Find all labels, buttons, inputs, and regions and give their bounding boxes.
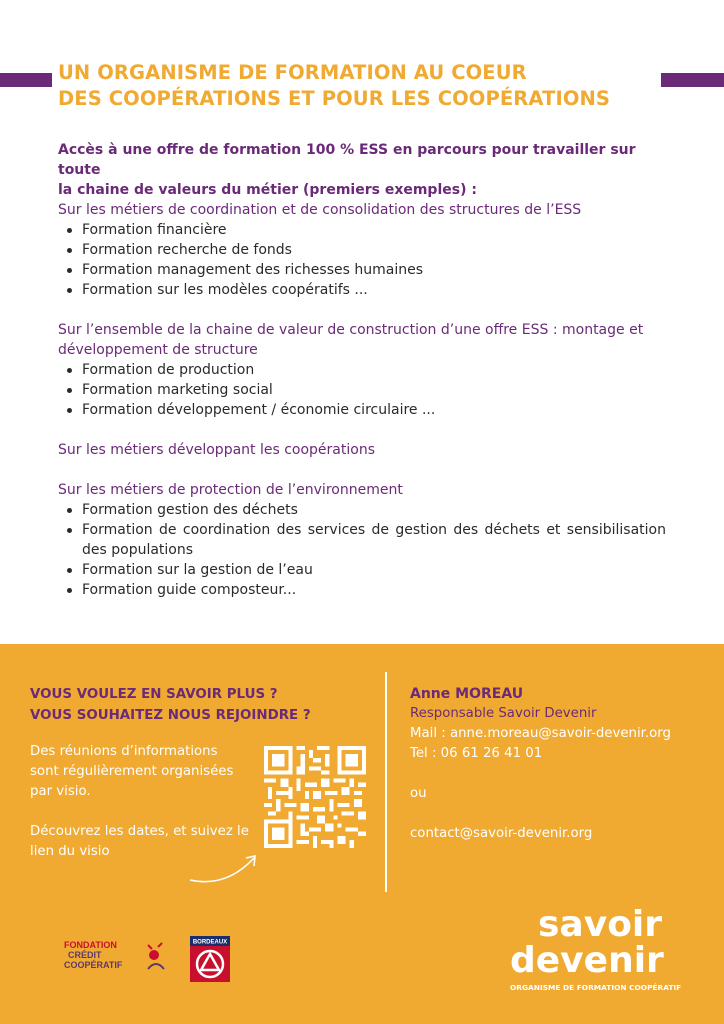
curved-arrow-icon [186,844,264,888]
brand-devenir: devenir [510,940,664,981]
contact-name: Anne MOREAU [410,686,524,702]
footer-panel [0,644,724,1024]
savoir-devenir-logo [508,900,686,1000]
footer-title-line2: VOUS SOUHAITEZ NOUS REJOINDRE ? [30,708,311,723]
credit-text: CRÉDIT [68,950,102,960]
section-heading-cooperations: Sur les métiers développant les coopérations [58,442,375,458]
page-title [58,60,678,112]
section-heading-coordination: Sur les métiers de coordination et de consolidation des structures de l’ESS [58,202,582,218]
fondation-text: FONDATION [64,940,117,950]
intro-line2: la chaine de valeurs du métier (premiers exemples) : [58,182,477,198]
page-title-line2: DES COOPÉRATIONS ET POUR LES COOPÉRATIONS [58,87,611,110]
section-list-coordination [58,220,666,300]
brand-tagline: ORGANISME DE FORMATION COOPÉRATIF [510,983,682,992]
contact-role: Responsable Savoir Devenir [410,706,597,721]
contact-tel[interactable]: Tel : 06 61 26 41 01 [410,746,543,761]
page-title-line1: UN ORGANISME DE FORMATION AU COEUR [58,61,527,84]
list-item: Formation gestion des déchets [82,500,666,520]
list-item: Formation de coordination des services de gestion des déchets et sensibilisation des populations [82,522,666,558]
list-item: Formation marketing social [82,380,666,400]
footer-visio-text: Découvrez les dates, et suivez le lien du visio [30,824,249,859]
fondation-credit-cooperatif-logo [64,939,168,979]
formation-content [58,200,666,600]
contact-or: ou [410,786,427,801]
list-item: Formation sur les modèles coopératifs ... [82,280,666,300]
list-item: Formation financière [82,220,666,240]
cooperatif-text: COOPÉRATIF [64,960,123,970]
brand-savoir: savoir [538,904,663,945]
footer-info-text: Des réunions d’informations sont régulièrement organisées par visio. [30,744,234,799]
footer-title [30,684,360,726]
qr-code-icon[interactable] [264,746,366,848]
section-list-environment [58,500,666,600]
footer-divider [385,672,387,892]
list-item: Formation de production [82,360,666,380]
list-item: Formation développement / économie circulaire ... [82,400,666,420]
contact-block [410,684,720,844]
intro-line1: Accès à une offre de formation 100 % ESS en parcours pour travailler sur toute [58,142,636,178]
list-item: Formation management des richesses humaines [82,260,666,280]
section-list-value-chain [58,360,666,420]
section-heading-value-chain: Sur l’ensemble de la chaine de valeur de construction d’une offre ESS : montage et développement de structure [58,322,644,358]
list-item: Formation guide composteur... [82,580,666,600]
section-heading-environment: Sur les métiers de protection de l’environnement [58,482,403,498]
list-item: Formation recherche de fonds [82,240,666,260]
contact-generic-mail[interactable]: contact@savoir-devenir.org [410,826,593,841]
decorative-bar-left [0,73,52,87]
footer-title-line1: VOUS VOULEZ EN SAVOIR PLUS ? [30,687,278,702]
bordeaux-logo [190,936,230,982]
bordeaux-text: BORDEAUX [192,939,228,946]
intro-text [58,140,670,200]
contact-mail[interactable]: Mail : anne.moreau@savoir-devenir.org [410,726,671,741]
list-item: Formation sur la gestion de l’eau [82,560,666,580]
